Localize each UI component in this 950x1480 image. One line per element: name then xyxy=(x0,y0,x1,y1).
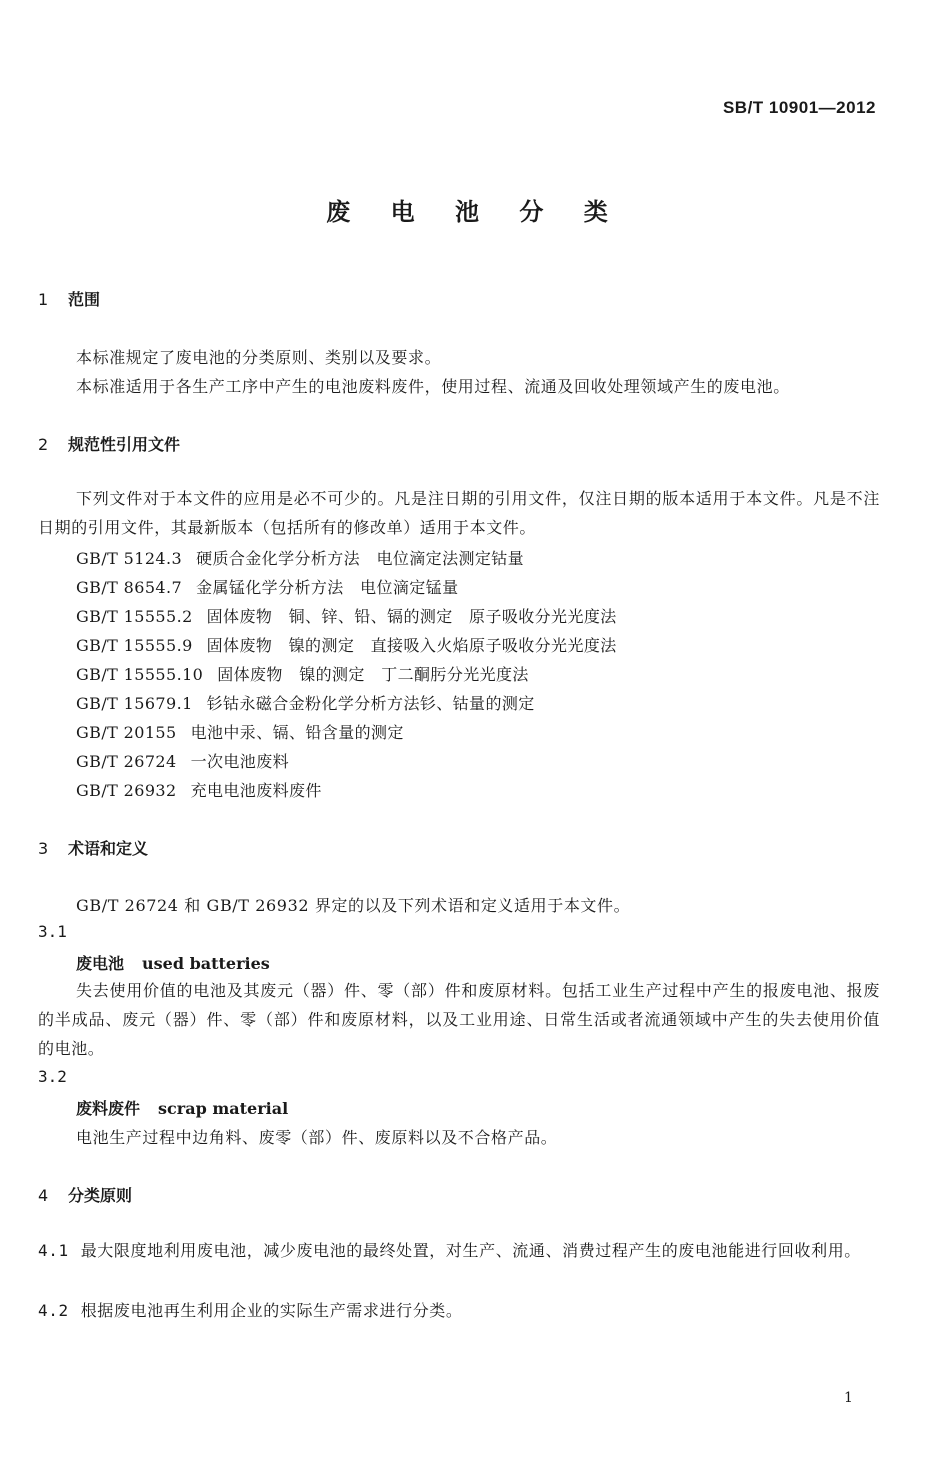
reference-title: 金属锰化学分析方法 电位滴定锰量 xyxy=(196,578,459,597)
section-2-intro: 下列文件对于本文件的应用是必不可少的。凡是注日期的引用文件，仅注日期的版本适用于本文件。凡是不注日期的引用文件，其最新版本（包括所有的修改单）适用于本文件。 xyxy=(38,489,880,537)
section-number: 1 xyxy=(38,290,49,309)
standard-code: SB/T 10901—2012 xyxy=(722,98,876,117)
reference-title: 固体废物 镍的测定 直接吸入火焰原子吸收分光光度法 xyxy=(206,636,617,655)
reference-code: GB/T 15555.10 xyxy=(76,665,204,684)
section-title: 术语和定义 xyxy=(68,839,149,858)
section-1-paragraph-1: 本标准规定了废电池的分类原则、类别以及要求。 xyxy=(76,348,442,367)
term-definition: 电池生产过程中边角料、废零（部）件、废原料以及不合格产品。 xyxy=(76,1128,558,1147)
section-4-heading xyxy=(38,1183,132,1206)
reference-item xyxy=(76,720,404,743)
section-number: 3 xyxy=(38,839,49,858)
section-1-paragraph-2: 本标准适用于各生产工序中产生的电池废料废件，使用过程、流通及回收处理领域产生的废电池。 xyxy=(76,377,790,396)
reference-title: 固体废物 铜、锌、铅、镉的测定 原子吸收分光光度法 xyxy=(206,607,617,626)
section-3-intro: GB/T 26724 和 GB/T 26932 界定的以及下列术语和定义适用于本文件。 xyxy=(76,896,631,915)
reference-item xyxy=(76,575,458,598)
reference-item xyxy=(76,749,289,772)
reference-code: GB/T 15679.1 xyxy=(76,694,193,713)
clause-number: 4.1 xyxy=(38,1241,69,1260)
reference-item xyxy=(76,604,617,627)
clause-text: 最大限度地利用废电池，减少废电池的最终处置，对生产、流通、消费过程产生的废电池能进行回收利用。 xyxy=(80,1241,861,1260)
reference-title: 钐钴永磁合金粉化学分析方法钐、钴量的测定 xyxy=(206,694,535,713)
reference-code: GB/T 5124.3 xyxy=(76,549,183,568)
reference-item xyxy=(76,778,322,801)
section-title: 分类原则 xyxy=(68,1186,133,1205)
section-title: 范围 xyxy=(68,290,101,309)
reference-code: GB/T 20155 xyxy=(76,723,177,742)
section-3-heading xyxy=(38,836,148,859)
term-definition: 失去使用价值的电池及其废元（器）件、零（部）件和废原材料。包括工业生产过程中产生的报废电池、报废的半成品、废元（器）件、零（部）件和废原材料，以及工业用途、日常生活或者流通领域中产生的失去使用价值的电池。 xyxy=(38,981,880,1058)
reference-item xyxy=(76,546,524,569)
clause-text: 根据废电池再生利用企业的实际生产需求进行分类。 xyxy=(80,1301,463,1320)
reference-item xyxy=(76,633,617,656)
term-english: used batteries xyxy=(142,954,270,973)
reference-title: 一次电池废料 xyxy=(190,752,289,771)
reference-code: GB/T 26932 xyxy=(76,781,177,800)
section-2-heading xyxy=(38,432,180,455)
reference-item xyxy=(76,691,535,714)
section-number: 4 xyxy=(38,1186,49,1205)
reference-title: 充电电池废料废件 xyxy=(190,781,322,800)
reference-title: 电池中汞、镉、铅含量的测定 xyxy=(190,723,404,742)
section-number: 2 xyxy=(38,435,49,454)
reference-title: 固体废物 镍的测定 丁二酮肟分光光度法 xyxy=(217,665,529,684)
term-heading xyxy=(76,951,270,974)
term-english: scrap material xyxy=(158,1099,289,1118)
clause-number: 4.2 xyxy=(38,1301,69,1320)
reference-code: GB/T 15555.2 xyxy=(76,607,193,626)
term-number: 3.1 xyxy=(38,922,67,941)
reference-code: GB/T 26724 xyxy=(76,752,177,771)
document-title: 废 电 池 分 类 xyxy=(326,198,624,226)
reference-title: 硬质合金化学分析方法 电位滴定法测定钴量 xyxy=(196,549,525,568)
term-number: 3.2 xyxy=(38,1067,67,1086)
reference-code: GB/T 8654.7 xyxy=(76,578,183,597)
page-number: 1 xyxy=(844,1390,853,1406)
section-title: 规范性引用文件 xyxy=(68,435,181,454)
clause-4-1 xyxy=(38,1236,880,1265)
term-heading xyxy=(76,1096,288,1119)
term-chinese: 废料废件 xyxy=(76,1099,141,1118)
reference-code: GB/T 15555.9 xyxy=(76,636,193,655)
term-chinese: 废电池 xyxy=(76,954,125,973)
section-1-heading xyxy=(38,287,100,310)
clause-4-2 xyxy=(38,1298,463,1321)
reference-item xyxy=(76,662,529,685)
